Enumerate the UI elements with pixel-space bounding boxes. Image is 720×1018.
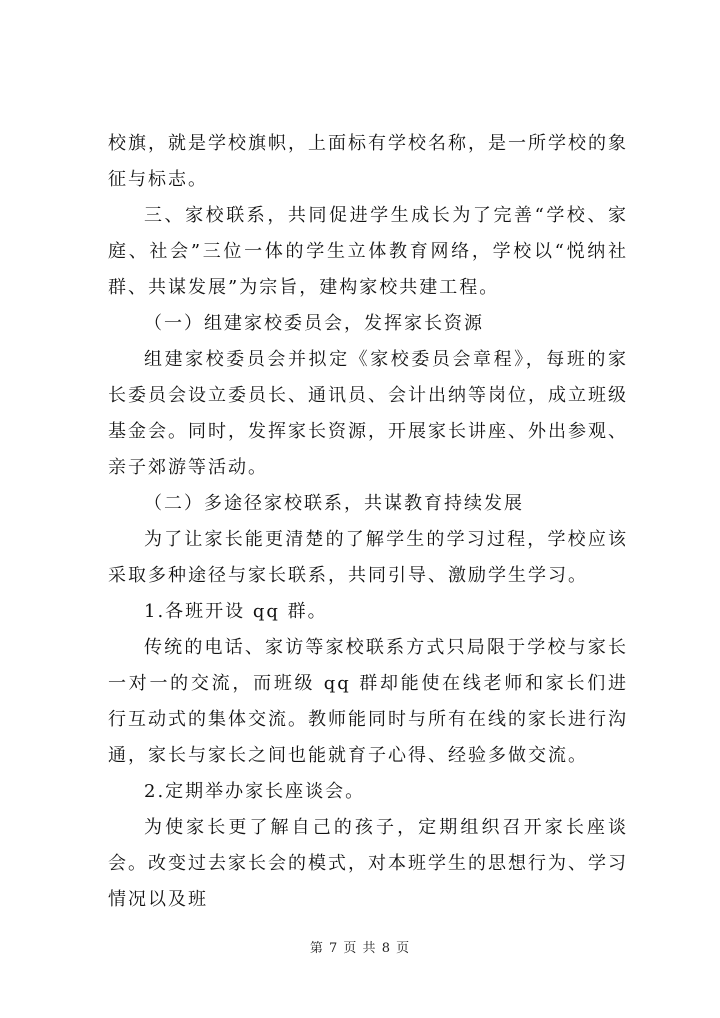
- paragraph-home-school-contact: 三、家校联系，共同促进学生成长为了完善“学校、家庭、社会”三位一体的学生立体教育网络，学校以“悦纳社群、共谋发展”为宗旨，建构家校共建工程。: [108, 205, 628, 298]
- paragraph-parent-meeting: 为使家长更了解自己的孩子，定期组织召开家长座谈会。改变过去家长会的模式，对本班学生的思想行为、学习情况以及班: [108, 817, 628, 910]
- section-heading-multi-channel: （二）多途径家校联系，共谋教育持续发展: [144, 493, 524, 514]
- paragraph-qq-group: 传统的电话、家访等家校联系方式只局限于学校与家长一对一的交流，而班级 qq 群却能使在线老师和家长们进行互动式的集体交流。教师能同时与所有在线的家长进行沟通，家长与家长之间也能就育子心得、经验多做交流。: [108, 637, 628, 766]
- paragraph-committee: 组建家校委员会并拟定《家校委员会章程》，每班的家长委员会设立委员长、通讯员、会计出纳等岗位，成立班级基金会。同时，发挥家长资源，开展家长讲座、外出参观、亲子郊游等活动。: [108, 349, 628, 478]
- document-body: [108, 126, 628, 918]
- paragraph-multi-channel: 为了让家长能更清楚的了解学生的学习过程，学校应该采取多种途径与家长联系，共同引导、激励学生学习。: [108, 529, 628, 586]
- item-heading-parent-meeting: 2.定期举办家长座谈会。: [144, 781, 366, 802]
- item-heading-qq-group: 1.各班开设 qq 群。: [144, 601, 328, 622]
- section-heading-committee: （一）组建家校委员会，发挥家长资源: [144, 313, 484, 334]
- page-number-footer: 第 7 页 共 8 页: [309, 941, 411, 956]
- paragraph-school-flag: 校旗，就是学校旗帜，上面标有学校名称，是一所学校的象征与标志。: [108, 133, 628, 190]
